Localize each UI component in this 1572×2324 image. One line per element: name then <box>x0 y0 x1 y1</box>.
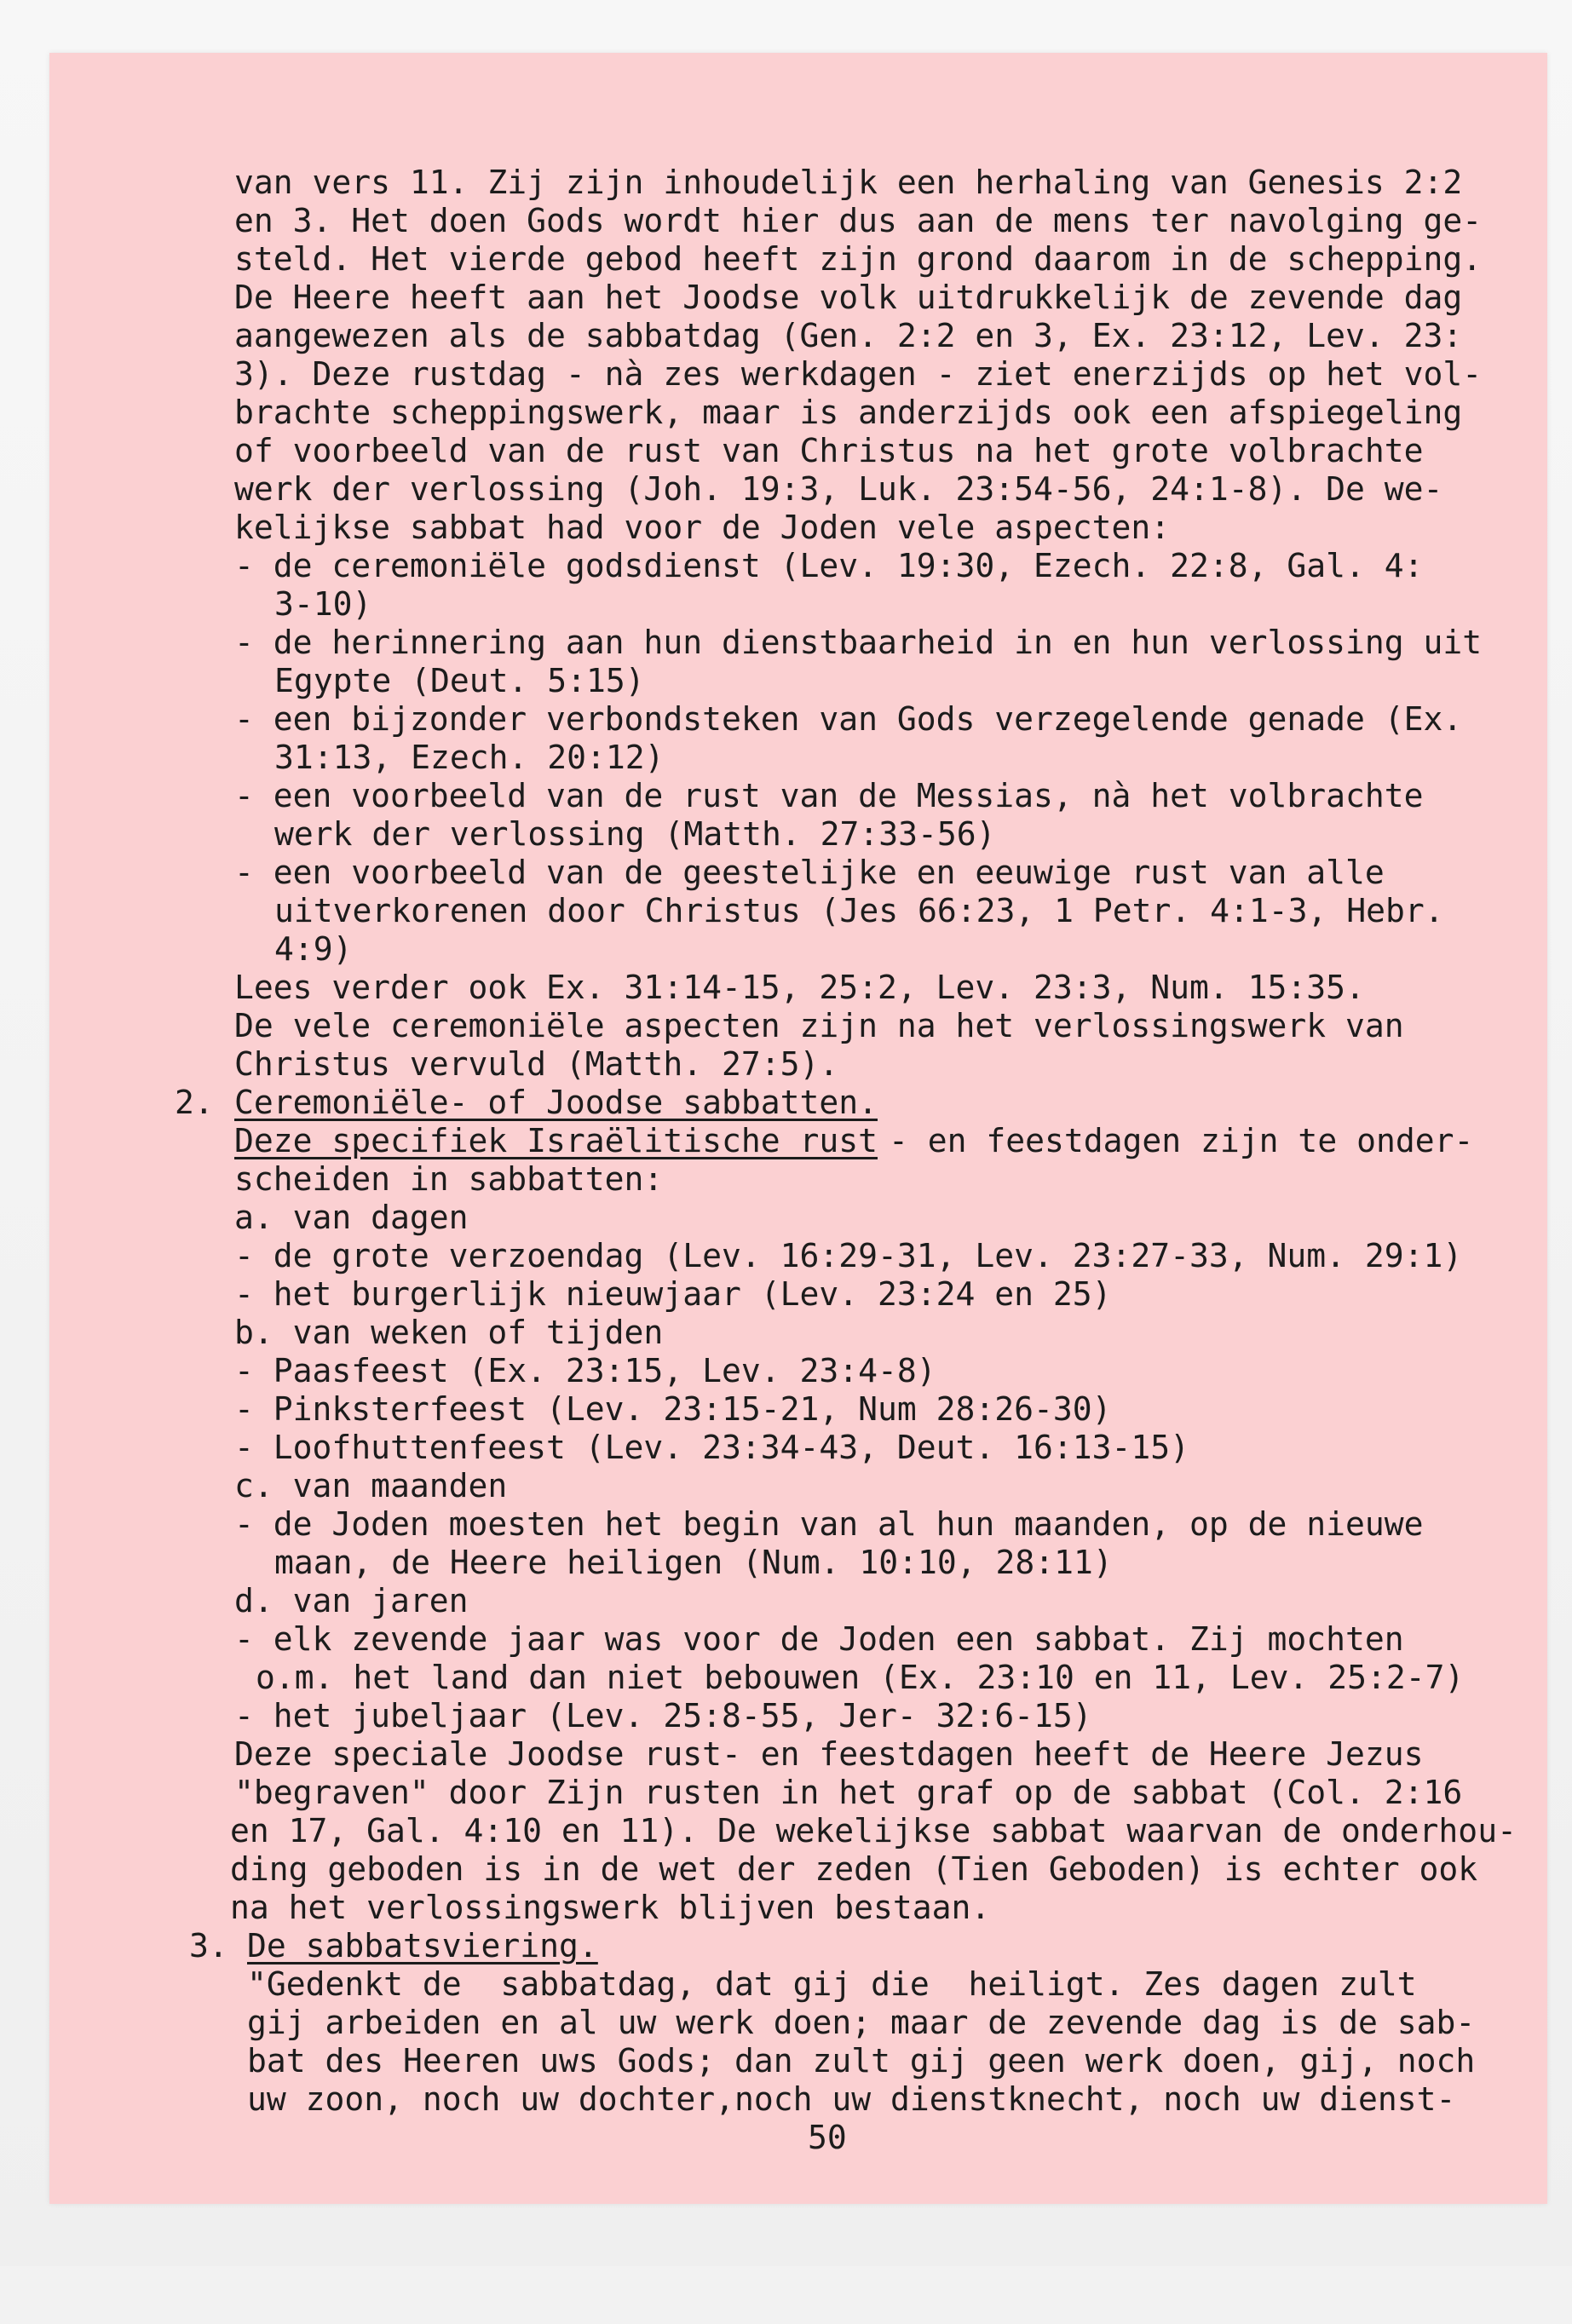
list-item: - elk zevende jaar was voor de Joden een sabbat. Zij mochten <box>234 1620 1404 1658</box>
text-line: "begraven" door Zijn rusten in het graf op de sabbat (Col. 2:16 <box>234 1774 1463 1811</box>
quote-line: gij arbeiden en al uw werk doen; maar de zevende dag is de sab- <box>247 2004 1476 2041</box>
text-line: en 17, Gal. 4:10 en 11). De wekelijkse sabbat waarvan de onderhou- <box>230 1812 1517 1849</box>
text-line: of voorbeeld van de rust van Christus na het grote volbrachte <box>234 432 1424 469</box>
list-item: - het jubeljaar (Lev. 25:8-55, Jer- 32:6-15) <box>234 1697 1092 1734</box>
text-line: steld. Het vierde gebod heeft zijn grond daarom in de schepping. <box>234 240 1483 278</box>
text-line: 3). Deze rustdag - nà zes werkdagen - ziet enerzijds op het vol- <box>234 355 1483 393</box>
list-item-continuation: uitverkorenen door Christus (Jes 66:23, 1 Petr. 4:1-3, Hebr. <box>274 892 1444 929</box>
quote-line: "Gedenkt de sabbatdag, dat gij die heiligt. Zes dagen zult <box>247 1965 1417 2003</box>
text-line: werk der verlossing (Joh. 19:3, Luk. 23:54-56, 24:1-8). De we- <box>234 470 1443 508</box>
text-line: Lees verder ook Ex. 31:14-15, 25:2, Lev. 23:3, Num. 15:35. <box>234 969 1365 1006</box>
section-heading: Ceremoniële- of Joodse sabbatten. <box>234 1084 878 1121</box>
text-line-underlined: Deze specifiek Israëlitische rust <box>234 1122 878 1159</box>
list-item-continuation: werk der verlossing (Matth. 27:33-56) <box>274 815 996 853</box>
text-line: brachte scheppingswerk, maar is anderzijds ook een afspiegeling <box>234 394 1463 431</box>
text-line: Christus vervuld (Matth. 27:5). <box>234 1045 839 1083</box>
list-item: - een voorbeeld van de geestelijke en eeuwige rust van alle <box>234 854 1385 891</box>
list-item: - een voorbeeld van de rust van de Messias, nà het volbrachte <box>234 777 1424 814</box>
list-item: - Pinksterfeest (Lev. 23:15-21, Num 28:26-30) <box>234 1390 1112 1428</box>
text-line: aangewezen als de sabbatdag (Gen. 2:2 en 3, Ex. 23:12, Lev. 23: <box>234 317 1463 354</box>
list-item: - de ceremoniële godsdienst (Lev. 19:30, Ezech. 22:8, Gal. 4: <box>234 547 1424 584</box>
list-item: - Loofhuttenfeest (Lev. 23:34-43, Deut. 16:13-15) <box>234 1429 1190 1466</box>
section-number: 2. <box>175 1084 214 1121</box>
text-line: en 3. Het doen Gods wordt hier dus aan de mens ter navolging ge- <box>234 202 1483 239</box>
list-item: - de herinnering aan hun dienstbaarheid in en hun verlossing uit <box>234 624 1483 661</box>
text-line: na het verlossingswerk blijven bestaan. <box>230 1889 991 1926</box>
page-number: 50 <box>808 2119 847 2156</box>
sublist-heading: c. van maanden <box>234 1467 508 1504</box>
section-number: 3. <box>189 1927 228 1964</box>
quote-line: bat des Heeren uws Gods; dan zult gij geen werk doen, gij, noch <box>247 2042 1476 2080</box>
text-line: De Heere heeft aan het Joodse volk uitdrukkelijk de zevende dag <box>234 279 1463 316</box>
list-item-continuation: 3-10) <box>274 585 372 623</box>
text-line: kelijkse sabbat had voor de Joden vele aspecten: <box>234 509 1171 546</box>
list-item-continuation: maan, de Heere heiligen (Num. 10:10, 28:11) <box>274 1544 1113 1581</box>
text-line: ding geboden is in de wet der zeden (Tien Geboden) is echter ook <box>230 1850 1478 1888</box>
text-line: scheiden in sabbatten: <box>234 1160 664 1198</box>
quote-line: uw zoon, noch uw dochter,noch uw dienstknecht, noch uw dienst- <box>247 2080 1456 2118</box>
text-line: Deze speciale Joodse rust- en feestdagen heeft de Heere Jezus <box>234 1735 1424 1773</box>
text-line: - en feestdagen zijn te onder- <box>889 1122 1474 1159</box>
list-item-continuation: 4:9) <box>274 930 353 968</box>
list-item-continuation: Egypte (Deut. 5:15) <box>274 662 645 699</box>
list-item: - de grote verzoendag (Lev. 16:29-31, Lev. 23:27-33, Num. 29:1) <box>234 1237 1463 1274</box>
text-line: De vele ceremoniële aspecten zijn na het verlossingswerk van <box>234 1007 1404 1044</box>
section-heading: De sabbatsviering. <box>247 1927 598 1964</box>
list-item-continuation: 31:13, Ezech. 20:12) <box>274 739 665 776</box>
list-item: - een bijzonder verbondsteken van Gods verzegelende genade (Ex. <box>234 700 1463 738</box>
sublist-heading: b. van weken of tijden <box>234 1314 664 1351</box>
list-item-continuation: o.m. het land dan niet bebouwen (Ex. 23:10 en 11, Lev. 25:2-7) <box>256 1659 1465 1696</box>
list-item: - Paasfeest (Ex. 23:15, Lev. 23:4-8) <box>234 1352 936 1389</box>
text-line: van vers 11. Zij zijn inhoudelijk een herhaling van Genesis 2:2 <box>234 164 1463 201</box>
list-item: - het burgerlijk nieuwjaar (Lev. 23:24 en 25) <box>234 1275 1112 1313</box>
sublist-heading: d. van jaren <box>234 1582 469 1619</box>
list-item: - de Joden moesten het begin van al hun maanden, op de nieuwe <box>234 1505 1424 1543</box>
sublist-heading: a. van dagen <box>234 1199 469 1236</box>
